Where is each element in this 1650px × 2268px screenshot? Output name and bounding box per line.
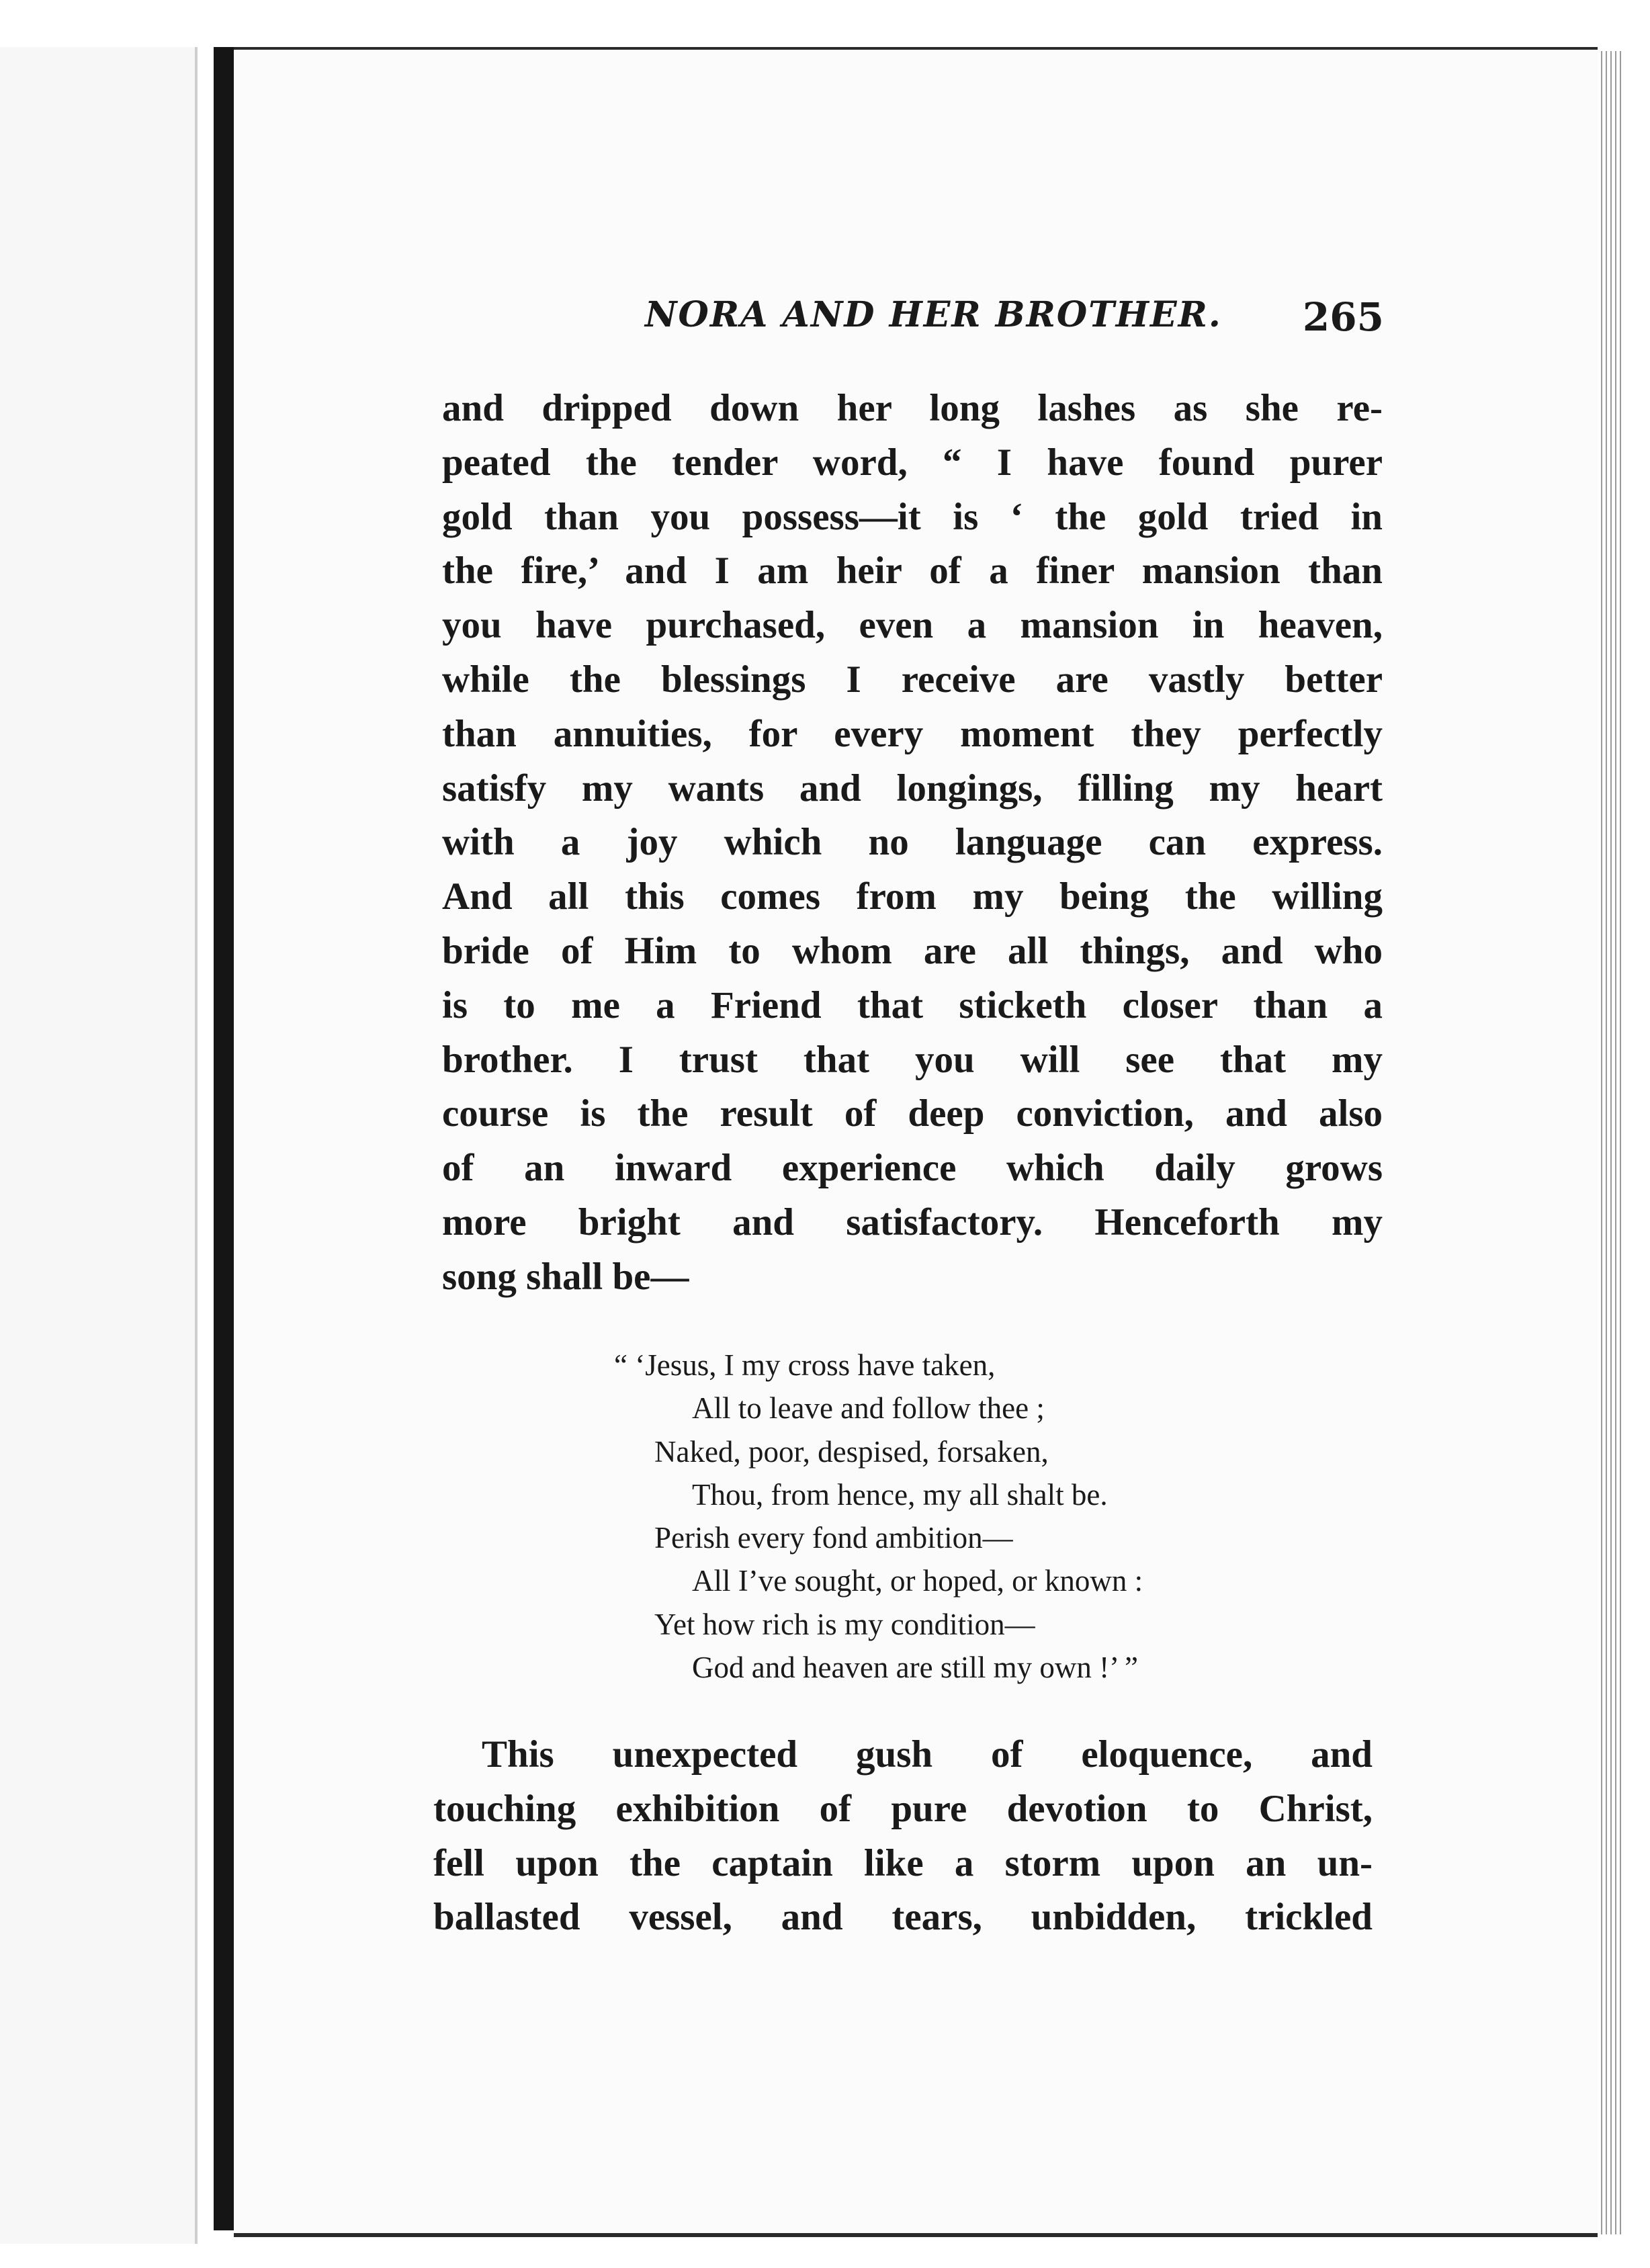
- text-line: is to me a Friend that sticketh closer than a: [442, 984, 1383, 1027]
- text-line: while the blessings I receive are vastly better: [442, 658, 1383, 701]
- verse-line: “ ‘Jesus, I my cross have taken,: [614, 1348, 996, 1382]
- text-line: ballasted vessel, and tears, unbidden, trickled: [433, 1896, 1373, 1939]
- text-line: And all this comes from my being the willing: [442, 875, 1383, 918]
- verse-line: God and heaven are still my own !’ ”: [692, 1651, 1138, 1685]
- text-line: peated the tender word, “ I have found purer: [442, 441, 1383, 484]
- text-line: fell upon the captain like a storm upon an un-: [433, 1841, 1373, 1884]
- running-header: [645, 294, 1384, 348]
- book-gutter: [214, 47, 234, 2230]
- hymn-quotation: [614, 1344, 1353, 1689]
- verse-line: Naked, poor, despised, forsaken,: [654, 1434, 1049, 1469]
- text-line: you have purchased, even a mansion in heaven,: [442, 604, 1383, 647]
- text-line: This unexpected gush of eloquence, and: [482, 1733, 1373, 1776]
- text-line: with a joy which no language can express.: [442, 821, 1383, 864]
- verse-line: Yet how rich is my condition—: [654, 1607, 1035, 1641]
- text-line: touching exhibition of pure devotion to Christ,: [433, 1787, 1373, 1830]
- text-line: than annuities, for every moment they perfectly: [442, 712, 1383, 755]
- text-line: course is the result of deep conviction, and also: [442, 1092, 1383, 1135]
- verse-line: Perish every fond ambition—: [654, 1521, 1013, 1555]
- running-title: NORA AND HER BROTHER.: [645, 294, 1222, 335]
- page-stack-edge: [1598, 51, 1624, 2234]
- text-line: brother. I trust that you will see that my: [442, 1038, 1383, 1081]
- text-line: song shall be—: [442, 1255, 689, 1298]
- text-line: and dripped down her long lashes as she re-: [442, 387, 1383, 429]
- paragraph-2: [433, 1728, 1373, 1945]
- page-number: 265: [1302, 294, 1384, 340]
- verse-line: Thou, from hence, my all shalt be.: [692, 1477, 1108, 1512]
- facing-page-edge: [0, 47, 198, 2244]
- text-line: the fire,’ and I am heir of a finer mansion than: [442, 550, 1383, 593]
- paragraph-1: [442, 382, 1383, 1305]
- text-line: more bright and satisfactory. Henceforth my: [442, 1201, 1383, 1244]
- verse-line: All I’ve sought, or hoped, or known :: [692, 1564, 1143, 1598]
- text-line: satisfy my wants and longings, filling my heart: [442, 767, 1383, 810]
- verse-line: All to leave and follow thee ;: [692, 1391, 1045, 1426]
- text-line: bride of Him to whom are all things, and who: [442, 929, 1383, 972]
- text-line: gold than you possess—it is ‘ the gold tried in: [442, 495, 1383, 538]
- text-line: of an inward experience which daily grows: [442, 1147, 1383, 1190]
